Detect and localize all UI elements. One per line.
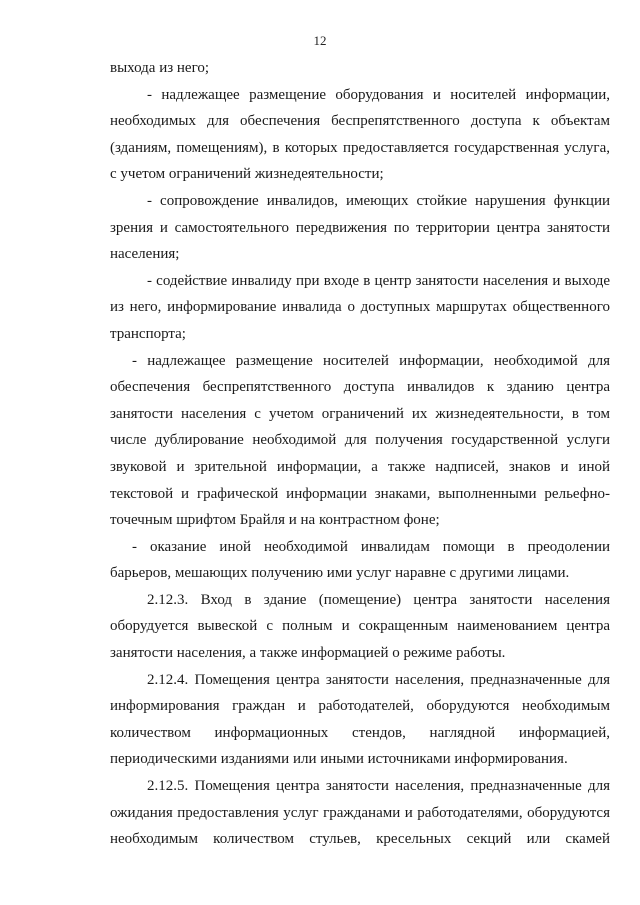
paragraph-2-12-5: 2.12.5. Помещения центра занятости населения, предназначенные для ожидания предоставления услуг гражданами и работодателями, оборудуются необходимым количеством стульев, кресельных секций или скамей [110, 778, 610, 848]
paragraph-continuation: выхода из него; [110, 60, 210, 76]
paragraph-equipment-placement: - надлежащее размещение оборудования и носителей информации, необходимых для обеспечения беспрепятственного доступа к объектам (зданиям, помещениям), в которых предоставляется государственная услуга, с учетом ограничений жизнедеятельности; [110, 86, 610, 183]
page-number: 12 [313, 33, 327, 48]
paragraph-2-12-4: 2.12.4. Помещения центра занятости населения, предназначенные для информирования граждан и работодателей, оборудуются необходимым количеством информационных стендов, наглядной информацией, периодическими изданиями или иными источниками информирования. [110, 671, 610, 768]
paragraph-entry-assistance: - содействие инвалиду при входе в центр занятости населения и выходе из него, информирование инвалида о доступных маршрутах общественного транспорта; [110, 272, 610, 342]
document-body [110, 55, 610, 853]
paragraph-2-12-3: 2.12.3. Вход в здание (помещение) центра занятости населения оборудуется вывеской с полным и сокращенным наименованием центра занятости населения, а также информацией о режиме работы. [110, 591, 610, 662]
paragraph-other-assistance: - оказание иной необходимой инвалидам помощи в преодолении барьеров, мешающих получению ими услуг наравне с другими лицами. [110, 538, 610, 582]
paragraph-information-carriers: - надлежащее размещение носителей информации, необходимой для обеспечения беспрепятственного доступа инвалидов к зданию центра занятости населения с учетом ограничений их жизнедеятельности, в том числе дублирование необходимой для получения государственной услуги звуковой и зрительной информации, а также надписей, знаков и иной текстовой и графической информации знаками, выполненными рельефно-точечным шрифтом Брайля и на контрастном фоне; [110, 352, 610, 529]
paragraph-escort: - сопровождение инвалидов, имеющих стойкие нарушения функции зрения и самостоятельного передвижения по территории центра занятости населения; [110, 192, 610, 263]
